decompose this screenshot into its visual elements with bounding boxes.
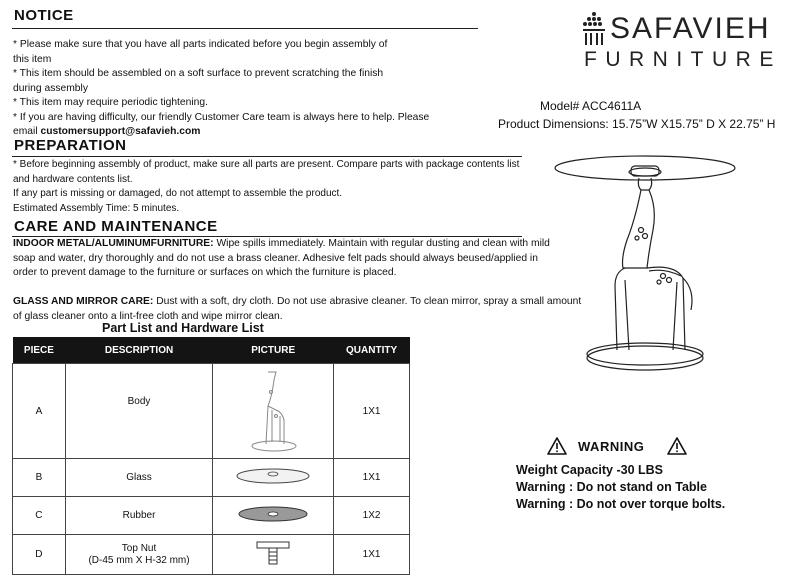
glass-care-text: of glass cleaner onto a lint-free cloth and wipe mirror clean.	[13, 310, 283, 322]
parts-list-title: Part List and Hardware List	[102, 321, 264, 335]
glass-part-image	[233, 465, 313, 487]
cell-picture	[213, 459, 334, 497]
warning-title: WARNING	[578, 438, 645, 454]
header-piece: PIECE	[13, 337, 66, 364]
cell-piece: B	[13, 459, 66, 497]
warning-triangle-icon	[546, 436, 568, 456]
glass-care-label: GLASS AND MIRROR CARE:	[13, 296, 154, 307]
preparation-title: PREPARATION	[14, 137, 127, 154]
cell-quantity: 1X1	[334, 535, 410, 575]
cell-description: Body	[65, 364, 212, 459]
warning-line: Weight Capacity -30 LBS	[516, 463, 664, 477]
cell-piece: D	[13, 535, 66, 575]
cell-description: Rubber	[65, 497, 212, 535]
cell-picture	[213, 497, 334, 535]
header-picture: PICTURE	[213, 337, 334, 364]
body-part-image	[218, 366, 328, 454]
parts-table	[12, 337, 410, 575]
preparation-line: If any part is missing or damaged, do not attempt to assemble the product.	[13, 188, 343, 199]
warning-header	[546, 436, 688, 456]
metal-care-text: Wipe spills immediately. Maintain with regular dusting and clean with mild	[213, 238, 550, 249]
cell-piece: C	[13, 497, 66, 535]
preparation-line: and hardware contents list.	[13, 173, 133, 185]
table-row	[13, 459, 410, 497]
preparation-line: Estimated Assembly Time: 5 minutes.	[13, 202, 180, 214]
brand-name: SAFAVIEH	[610, 12, 771, 45]
warning-list	[516, 462, 725, 513]
metal-care-label: INDOOR METAL/ALUMINUMFURNITURE:	[13, 238, 214, 249]
notice-line: * This item should be assembled on a soft surface to prevent scratching the finish	[13, 68, 384, 79]
cell-picture	[213, 535, 334, 575]
cell-picture	[213, 364, 334, 459]
brand-logo	[580, 10, 800, 72]
table-row	[13, 364, 410, 459]
notice-line: * This item may require periodic tightening.	[13, 97, 208, 108]
cell-quantity: 1X2	[334, 497, 410, 535]
table-row	[13, 535, 410, 575]
rubber-part-image	[233, 503, 313, 525]
notice-line: * If you are having difficulty, our friendly Customer Care team is always here to help. Please	[13, 111, 430, 123]
notice-title: NOTICE	[14, 7, 74, 24]
table-row	[13, 497, 410, 535]
notice-rule	[12, 28, 478, 29]
notice-body	[13, 38, 493, 140]
header-quantity: QUANTITY	[334, 337, 410, 364]
support-email[interactable]: customersupport@safavieh.com	[40, 126, 201, 137]
care-title: CARE AND MAINTENANCE	[14, 218, 218, 235]
preparation-rule	[12, 156, 522, 157]
header-description: DESCRIPTION	[65, 337, 212, 364]
cell-description	[65, 535, 212, 575]
table-header-row	[13, 337, 410, 364]
care-body	[13, 237, 593, 324]
warning-line: Warning : Do not over torque bolts.	[516, 497, 726, 511]
cell-description: Glass	[65, 459, 212, 497]
brand-emblem-icon	[580, 10, 608, 48]
warning-line: Warning : Do not stand on Table	[516, 480, 707, 494]
preparation-body	[13, 158, 533, 216]
description-line: (D-45 mm X H-32 mm)	[88, 554, 190, 566]
cell-quantity: 1X1	[334, 459, 410, 497]
metal-care-text: order to prevent damage to the furniture or surfaces on which the furniture is placed.	[13, 267, 397, 278]
giraffe-table-illustration	[545, 150, 745, 380]
metal-care-text: soap and water, dry thoroughly and do not use a brass cleaner. Adhesive felt pads should always beused/applied in	[13, 252, 538, 264]
notice-line: this item	[13, 53, 52, 65]
notice-line: during assembly	[13, 82, 88, 94]
description-line: Top Nut	[121, 542, 157, 554]
cell-quantity: 1X1	[334, 364, 410, 459]
brand-subtitle: FURNITURE	[584, 48, 782, 71]
cell-piece: A	[13, 364, 66, 459]
product-dimensions: Product Dimensions: 15.75”W X15.75” D X 22.75” H	[498, 117, 776, 131]
email-prefix: email	[13, 126, 41, 137]
preparation-line: * Before beginning assembly of product, make sure all parts are present. Compare parts with package contents list	[13, 159, 520, 170]
notice-line: * Please make sure that you have all parts indicated before you begin assembly of	[13, 39, 388, 50]
glass-care-text: Dust with a soft, dry cloth. Do not use abrasive cleaner. To clean mirror, spray a small amount	[153, 296, 582, 307]
model-number: Model# ACC4611A	[540, 99, 642, 113]
top-nut-part-image	[243, 538, 303, 568]
warning-triangle-icon	[666, 436, 688, 456]
